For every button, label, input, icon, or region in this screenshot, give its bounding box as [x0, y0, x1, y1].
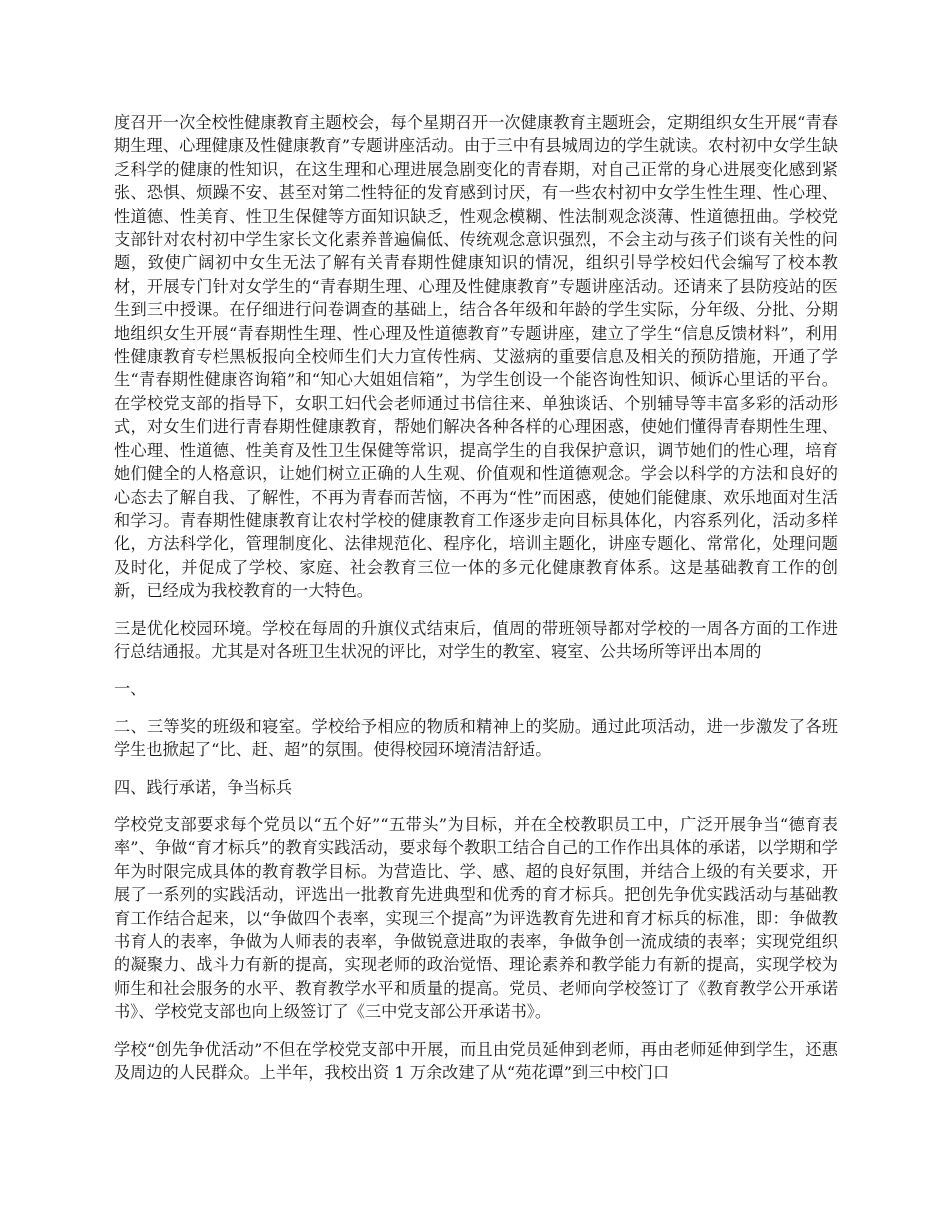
paragraph-campus-environment: 三是优化校园环境。学校在每周的升旗仪式结束后，值周的带班领导都对学校的一周各方面的工作进行总结通报。尤其是对各班卫生状况的评比，对学生的教室、寝室、公共场所等评出本周的	[114, 618, 838, 661]
document-body	[114, 111, 838, 1098]
paragraph-second-third-prize: 二、三等奖的班级和寝室。学校给予相应的物质和精神上的奖励。通过此项活动，进一步激发了各班学生也掀起了“比、赶、超”的氛围。使得校园环境清洁舒适。	[114, 716, 838, 760]
paragraph-health-education: 度召开一次全校性健康教育主题校会，每个星期召开一次健康教育主题班会，定期组织女生开展“青春期生理、心理健康及性健康教育”专题讲座活动。由于三中有县城周边的学生就读。农村初中女学生缺乏科学的健康的性知识，在这生理和心理进展急剧变化的青春期，对自己正常的身心进展变化感到紧张、恐惧、烦躁不安、甚至对第二性特征的发育感到讨厌，有一些农村初中女学生性生理、性心理、性道德、性美育、性卫生保健等方面知识缺乏，性观念模糊、性法制观念淡薄、性道德扭曲。学校党支部针对农村初中学生家长文化素养普遍偏低、传统观念意识强烈，不会主动与孩子们谈有关性的问题，致使广阔初中女生无法了解有关青春期性健康知识的情况，组织引导学校妇代会编写了校本教材，开展专门针对女学生的“青春期生理、心理及性健康教育”专题讲座活动。还请来了县防疫站的医生到三中授课。在仔细进行问卷调查的基础上，结合各年级和年龄的学生实际，分年级、分批、分期地组织女生开展“青春期性生理、性心理及性道德教育”专题讲座，建立了学生“信息反馈材料”，利用性健康教育专栏黑板报向全校师生们大力宣传性病、艾滋病的重要信息及相关的预防措施，开通了学生“青春期性健康咨询箱”和“知心大姐姐信箱”，为学生创设一个能咨询性知识、倾诉心里话的平台。在学校党支部的指导下，女职工妇代会老师通过书信往来、单独谈话、个别辅导等丰富多彩的活动形式，对女生们进行青春期性健康教育，帮她们解决各种各样的心理困惑，使她们懂得青春期性生理、性心理、性道德、性美育及性卫生保健等常识，提高学生的自我保护意识，调节她们的性心理，培育她们健全的人格意识，让她们树立正确的人生观、价值观和性道德观念。学会以科学的方法和良好的心态去了解自我、了解性，不再为青春而苦恼，不再为“性”而困惑，使她们能健康、欢乐地面对生活和学习。青春期性健康教育让农村学校的健康教育工作逐步走向目标具体化，内容系列化，活动多样化，方法科学化，管理制度化、法律规范化、程序化，培训主题化，讲座专题化、常常化，处理问题及时化，并促成了学校、家庭、社会教育三位一体的多元化健康教育体系。这是基础教育工作的创新，已经成为我校教育的一大特色。	[114, 113, 838, 601]
section-heading-commitment: 四、践行承诺，争当标兵	[114, 777, 293, 797]
paragraph-excellence-activity: 学校“创先争优活动”不但在学校党支部中开展，而且由党员延伸到老师，再由老师延伸到学生，还惠及周边的人民群众。上半年，我校出资 1 万余改建了从“苑花谭”到三中校门口	[114, 1039, 838, 1083]
paragraph-first-prize: 一、	[114, 679, 147, 699]
paragraph-party-branch-commitment: 学校党支部要求每个党员以“五个好”“五带头”为目标，并在全校教职员工中，广泛开展争当“德育表率”、争做“育才标兵”的教育实践活动，要求每个教职工结合自己的工作作出具体的承诺，以学期和学年为时限完成具体的教育教学目标。为营造比、学、感、超的良好氛围，并结合上级的有关要求，开展了一系列的实践活动，评选出一批教育先进典型和优秀的育才标兵。把创先争优实践活动与基础教育工作结合起来，以“争做四个表率，实现三个提高”为评选教育先进和育才标兵的标准，即：争做教书育人的表率，争做为人师表的表率，争做锐意进取的表率，争做争创一流成绩的表率；实现党组织的凝聚力、战斗力有新的提高，实现老师的政治觉悟、理论素养和教学能力有新的提高，实现学校为师生和社会服务的水平、教育教学水平和质量的提高。党员、老师向学校签订了《教育教学公开承诺书》、学校党支部也向上级签订了《三中党支部公开承诺书》。	[114, 814, 838, 1022]
